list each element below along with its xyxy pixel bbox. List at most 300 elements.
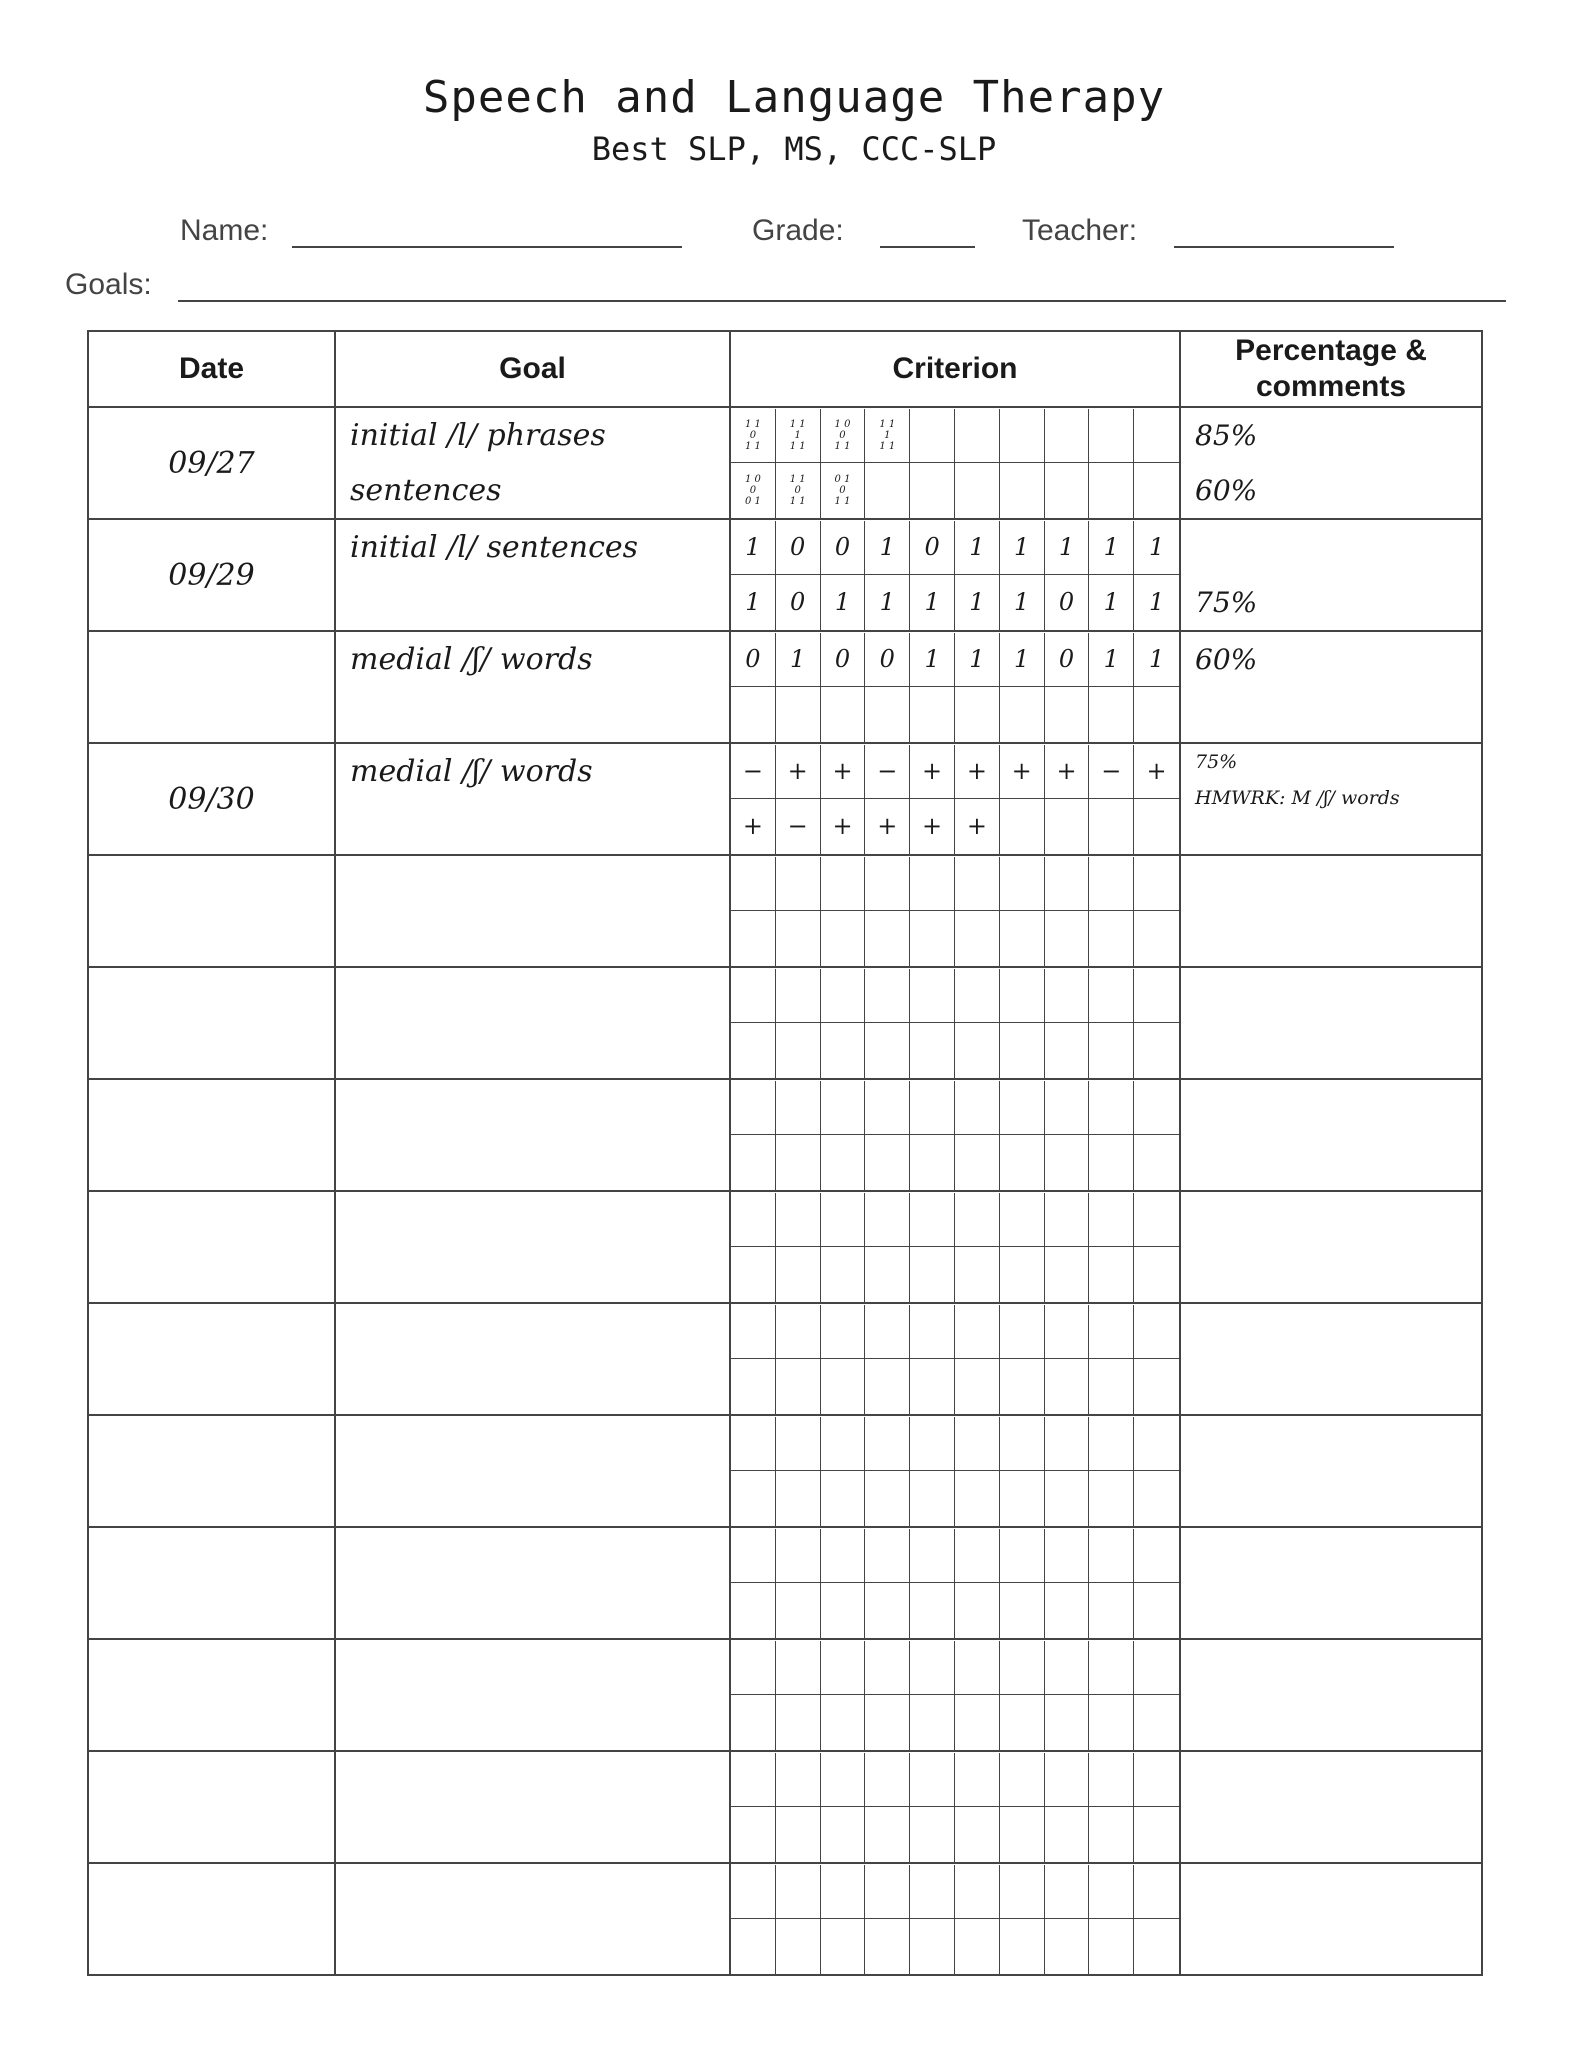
- goal-cell[interactable]: [335, 743, 730, 855]
- teacher-field-line[interactable]: [1174, 246, 1394, 248]
- trial-mark[interactable]: [865, 857, 910, 912]
- trial-mark[interactable]: 1 1 1 1 1: [865, 409, 910, 464]
- percentage-comments-cell[interactable]: [1180, 1527, 1482, 1639]
- trial-mark[interactable]: [776, 1807, 821, 1862]
- trial-mark[interactable]: [821, 911, 866, 966]
- trial-mark[interactable]: 1: [1134, 633, 1179, 688]
- date-cell[interactable]: [88, 1527, 335, 1639]
- trial-mark[interactable]: [955, 911, 1000, 966]
- trial-mark[interactable]: [1000, 1695, 1045, 1750]
- trial-mark[interactable]: [1134, 1135, 1179, 1190]
- percentage-comments-cell[interactable]: [1180, 967, 1482, 1079]
- trial-mark[interactable]: [1000, 911, 1045, 966]
- trial-mark[interactable]: 0: [821, 521, 866, 576]
- trial-mark[interactable]: [1045, 1081, 1090, 1136]
- percentage-comments-cell[interactable]: [1180, 1863, 1482, 1975]
- trial-mark[interactable]: [1134, 1807, 1179, 1862]
- goal-cell[interactable]: [335, 1191, 730, 1303]
- percentage-comments-cell[interactable]: [1180, 743, 1482, 855]
- trial-mark[interactable]: [955, 409, 1000, 464]
- trial-mark[interactable]: [776, 1305, 821, 1360]
- trial-mark[interactable]: [1045, 409, 1090, 464]
- trial-mark[interactable]: [1134, 1865, 1179, 1920]
- trial-mark[interactable]: [1045, 1583, 1090, 1638]
- trial-mark[interactable]: [821, 1807, 866, 1862]
- trial-mark[interactable]: [865, 1135, 910, 1190]
- trial-mark[interactable]: [776, 1247, 821, 1302]
- date-cell[interactable]: [88, 1863, 335, 1975]
- trial-mark[interactable]: [1134, 1305, 1179, 1360]
- trial-mark[interactable]: [1089, 1193, 1134, 1248]
- trial-mark[interactable]: [910, 1023, 955, 1078]
- trial-mark[interactable]: [1000, 1753, 1045, 1808]
- trial-mark[interactable]: [731, 1695, 776, 1750]
- trial-mark[interactable]: 0: [910, 521, 955, 576]
- goal-cell[interactable]: [335, 967, 730, 1079]
- trial-mark[interactable]: [731, 1417, 776, 1472]
- trial-mark[interactable]: [955, 1919, 1000, 1974]
- trial-mark[interactable]: [1000, 969, 1045, 1024]
- trial-mark[interactable]: [776, 687, 821, 742]
- trial-mark[interactable]: +: [955, 745, 1000, 800]
- trial-mark[interactable]: [955, 463, 1000, 518]
- trial-mark[interactable]: 1: [910, 633, 955, 688]
- trial-mark[interactable]: [910, 1919, 955, 1974]
- trial-mark[interactable]: [1134, 799, 1179, 854]
- trial-mark[interactable]: +: [776, 745, 821, 800]
- trial-mark[interactable]: [821, 1081, 866, 1136]
- trial-mark[interactable]: [776, 1753, 821, 1808]
- trial-mark[interactable]: 1: [731, 575, 776, 630]
- trial-mark[interactable]: [865, 1695, 910, 1750]
- trial-mark[interactable]: [955, 1807, 1000, 1862]
- trial-mark[interactable]: [955, 1865, 1000, 1920]
- date-cell[interactable]: [88, 1191, 335, 1303]
- trial-mark[interactable]: [1089, 1417, 1134, 1472]
- trial-mark[interactable]: 0: [731, 633, 776, 688]
- trial-mark[interactable]: 0: [865, 633, 910, 688]
- trial-mark[interactable]: [731, 1807, 776, 1862]
- percentage-comments-cell[interactable]: [1180, 1191, 1482, 1303]
- trial-mark[interactable]: [910, 1865, 955, 1920]
- trial-mark[interactable]: [1134, 463, 1179, 518]
- date-cell[interactable]: [88, 1639, 335, 1751]
- trial-mark[interactable]: [1000, 1247, 1045, 1302]
- trial-mark[interactable]: [910, 969, 955, 1024]
- trial-mark[interactable]: [731, 1919, 776, 1974]
- trial-mark[interactable]: 0 1 0 1 1: [821, 463, 866, 518]
- trial-mark[interactable]: [955, 1471, 1000, 1526]
- goal-cell[interactable]: [335, 407, 730, 519]
- trial-mark[interactable]: [1045, 911, 1090, 966]
- trial-mark[interactable]: [865, 1247, 910, 1302]
- trial-mark[interactable]: [731, 1865, 776, 1920]
- trial-mark[interactable]: 0: [821, 633, 866, 688]
- trial-mark[interactable]: [1045, 1919, 1090, 1974]
- trial-mark[interactable]: 1: [1000, 521, 1045, 576]
- trial-mark[interactable]: [910, 911, 955, 966]
- goal-cell[interactable]: [335, 1639, 730, 1751]
- grade-field-line[interactable]: [880, 246, 975, 248]
- trial-mark[interactable]: 1 1 1 1 1: [776, 409, 821, 464]
- trial-mark[interactable]: [776, 1919, 821, 1974]
- trial-mark[interactable]: [910, 1753, 955, 1808]
- trial-mark[interactable]: 1: [1148, 588, 1165, 617]
- trial-mark[interactable]: [865, 1359, 910, 1414]
- trial-mark[interactable]: [821, 1919, 866, 1974]
- trial-mark[interactable]: [1089, 969, 1134, 1024]
- trial-mark[interactable]: [731, 1753, 776, 1808]
- trial-mark[interactable]: [865, 1417, 910, 1472]
- trial-mark[interactable]: [865, 1641, 910, 1696]
- trial-mark[interactable]: [1089, 1359, 1134, 1414]
- trial-mark[interactable]: [1089, 1583, 1134, 1638]
- trial-mark[interactable]: [1134, 1695, 1179, 1750]
- trial-mark[interactable]: [821, 1529, 866, 1584]
- trial-mark[interactable]: +: [1000, 745, 1045, 800]
- trial-mark[interactable]: [865, 1753, 910, 1808]
- trial-mark[interactable]: [1134, 1919, 1179, 1974]
- trial-mark[interactable]: [1134, 1193, 1179, 1248]
- trial-mark[interactable]: [776, 1471, 821, 1526]
- trial-mark[interactable]: [955, 1023, 1000, 1078]
- trial-mark[interactable]: −: [731, 745, 776, 800]
- trial-mark[interactable]: [1000, 1193, 1045, 1248]
- trial-mark[interactable]: [955, 969, 1000, 1024]
- trial-mark[interactable]: [910, 1135, 955, 1190]
- trial-mark[interactable]: [1045, 1193, 1090, 1248]
- trial-mark[interactable]: 1: [955, 575, 1000, 630]
- trial-mark[interactable]: [1000, 1865, 1045, 1920]
- trial-mark[interactable]: [1089, 463, 1134, 518]
- trial-mark[interactable]: 1: [1000, 633, 1045, 688]
- trial-mark[interactable]: [865, 463, 910, 518]
- trial-mark[interactable]: [1000, 463, 1045, 518]
- trial-mark[interactable]: +: [821, 745, 866, 800]
- trial-mark[interactable]: 1: [955, 633, 1000, 688]
- trial-mark[interactable]: 1: [821, 575, 866, 630]
- trial-mark[interactable]: [910, 1247, 955, 1302]
- trial-mark[interactable]: 0: [1045, 633, 1090, 688]
- trial-mark[interactable]: [1000, 409, 1045, 464]
- trial-mark[interactable]: [821, 1023, 866, 1078]
- trial-mark[interactable]: [1134, 911, 1179, 966]
- trial-mark[interactable]: 0: [776, 521, 821, 576]
- trial-mark[interactable]: [910, 857, 955, 912]
- trial-mark[interactable]: 1: [1089, 575, 1134, 630]
- trial-mark[interactable]: [1134, 1081, 1179, 1136]
- trial-mark[interactable]: [821, 1695, 866, 1750]
- percentage-comments-cell[interactable]: [1180, 631, 1482, 743]
- trial-mark[interactable]: [821, 1193, 866, 1248]
- trial-mark[interactable]: +: [1134, 745, 1179, 800]
- trial-mark[interactable]: [731, 1135, 776, 1190]
- trial-mark[interactable]: [910, 1695, 955, 1750]
- trial-mark[interactable]: [1089, 1865, 1134, 1920]
- trial-mark[interactable]: [776, 1359, 821, 1414]
- trial-mark[interactable]: [776, 911, 821, 966]
- trial-mark[interactable]: [776, 1135, 821, 1190]
- trial-mark[interactable]: [1000, 1081, 1045, 1136]
- trial-mark[interactable]: [1089, 1641, 1134, 1696]
- trial-mark[interactable]: [1134, 1583, 1179, 1638]
- date-cell[interactable]: [88, 1303, 335, 1415]
- trial-mark[interactable]: [1089, 1305, 1134, 1360]
- trial-mark[interactable]: [955, 1305, 1000, 1360]
- trial-mark[interactable]: [955, 1359, 1000, 1414]
- trial-mark[interactable]: [731, 857, 776, 912]
- trial-mark[interactable]: 1: [1089, 633, 1134, 688]
- trial-mark[interactable]: [910, 1359, 955, 1414]
- trial-mark[interactable]: [821, 1247, 866, 1302]
- trial-mark[interactable]: 1: [1000, 575, 1045, 630]
- trial-mark[interactable]: [910, 1081, 955, 1136]
- trial-mark[interactable]: [1000, 1583, 1045, 1638]
- trial-mark[interactable]: 1: [731, 521, 776, 576]
- trial-mark[interactable]: [1089, 1919, 1134, 1974]
- trial-mark[interactable]: [1000, 1023, 1045, 1078]
- trial-mark[interactable]: 1: [1134, 521, 1179, 576]
- trial-mark[interactable]: [1089, 409, 1134, 464]
- trial-mark[interactable]: [1089, 1081, 1134, 1136]
- trial-mark[interactable]: [910, 1305, 955, 1360]
- goal-cell[interactable]: [335, 1527, 730, 1639]
- trial-mark[interactable]: [1089, 911, 1134, 966]
- trial-mark[interactable]: [1089, 1247, 1134, 1302]
- trial-mark[interactable]: [1000, 857, 1045, 912]
- trial-mark[interactable]: [731, 1583, 776, 1638]
- trial-mark[interactable]: [731, 1305, 776, 1360]
- trial-mark[interactable]: [776, 1695, 821, 1750]
- trial-mark[interactable]: [955, 1193, 1000, 1248]
- trial-mark[interactable]: [1134, 1359, 1179, 1414]
- trial-mark[interactable]: [865, 1865, 910, 1920]
- trial-mark[interactable]: [821, 1135, 866, 1190]
- trial-mark[interactable]: [731, 1471, 776, 1526]
- trial-mark[interactable]: [865, 1305, 910, 1360]
- trial-mark[interactable]: 0: [776, 575, 821, 630]
- trial-mark[interactable]: [955, 1753, 1000, 1808]
- trial-mark[interactable]: [821, 857, 866, 912]
- trial-mark[interactable]: [1089, 1135, 1134, 1190]
- trial-mark[interactable]: [776, 1529, 821, 1584]
- percentage-comments-cell[interactable]: [1180, 1079, 1482, 1191]
- trial-mark[interactable]: 1: [1045, 521, 1090, 576]
- trial-mark[interactable]: 1: [865, 521, 910, 576]
- trial-mark[interactable]: [955, 1081, 1000, 1136]
- goal-cell[interactable]: [335, 1863, 730, 1975]
- date-cell[interactable]: [88, 1415, 335, 1527]
- percentage-comments-cell[interactable]: [1180, 407, 1482, 519]
- trial-mark[interactable]: [776, 969, 821, 1024]
- trial-mark[interactable]: [821, 1865, 866, 1920]
- trial-mark[interactable]: 1 1 0 1 1: [731, 409, 776, 464]
- trial-mark[interactable]: [1045, 857, 1090, 912]
- trial-mark[interactable]: [1045, 969, 1090, 1024]
- trial-mark[interactable]: [1045, 1807, 1090, 1862]
- trial-mark[interactable]: [1089, 857, 1134, 912]
- trial-mark[interactable]: [821, 969, 866, 1024]
- trial-mark[interactable]: [865, 1193, 910, 1248]
- trial-mark[interactable]: [1000, 1135, 1045, 1190]
- trial-mark[interactable]: [1000, 1919, 1045, 1974]
- trial-mark[interactable]: [1134, 1023, 1179, 1078]
- trial-mark[interactable]: [1000, 1359, 1045, 1414]
- percentage-comments-cell[interactable]: [1180, 519, 1482, 631]
- trial-mark[interactable]: [1045, 799, 1090, 854]
- trial-mark[interactable]: 1 0 0 0 1: [731, 463, 776, 518]
- trial-mark[interactable]: +: [910, 799, 955, 854]
- goals-field-line[interactable]: [178, 300, 1506, 302]
- trial-mark[interactable]: [910, 1417, 955, 1472]
- trial-mark[interactable]: [1045, 1359, 1090, 1414]
- trial-mark[interactable]: [731, 1023, 776, 1078]
- trial-mark[interactable]: [955, 1695, 1000, 1750]
- date-cell[interactable]: [88, 1751, 335, 1863]
- trial-mark[interactable]: [1045, 1247, 1090, 1302]
- trial-mark[interactable]: [955, 1583, 1000, 1638]
- trial-mark[interactable]: [865, 969, 910, 1024]
- trial-mark[interactable]: −: [776, 799, 821, 854]
- percentage-comments-cell[interactable]: [1180, 1751, 1482, 1863]
- trial-mark[interactable]: [1089, 1529, 1134, 1584]
- trial-mark[interactable]: [1045, 1865, 1090, 1920]
- trial-mark[interactable]: [776, 1865, 821, 1920]
- trial-mark[interactable]: [1045, 687, 1090, 742]
- trial-mark[interactable]: [1000, 799, 1045, 854]
- trial-mark[interactable]: [1000, 1529, 1045, 1584]
- trial-mark[interactable]: [955, 1529, 1000, 1584]
- trial-mark[interactable]: −: [865, 745, 910, 800]
- trial-mark[interactable]: 1 1 0 1 1: [776, 463, 821, 518]
- trial-mark[interactable]: [1000, 1417, 1045, 1472]
- trial-mark[interactable]: [1134, 1417, 1179, 1472]
- trial-mark[interactable]: [1000, 687, 1045, 742]
- trial-mark[interactable]: [1134, 409, 1179, 464]
- trial-mark[interactable]: [1045, 1023, 1090, 1078]
- trial-mark[interactable]: [865, 1471, 910, 1526]
- trial-mark[interactable]: [955, 1247, 1000, 1302]
- trial-mark[interactable]: [1134, 687, 1179, 742]
- trial-mark[interactable]: +: [1045, 745, 1090, 800]
- date-cell[interactable]: 09/29: [88, 519, 335, 631]
- percentage-comments-cell[interactable]: [1180, 1415, 1482, 1527]
- trial-mark[interactable]: [776, 1583, 821, 1638]
- trial-mark[interactable]: [865, 1583, 910, 1638]
- goal-cell[interactable]: [335, 855, 730, 967]
- trial-mark[interactable]: [1134, 857, 1179, 912]
- trial-mark[interactable]: [731, 1081, 776, 1136]
- trial-mark[interactable]: [731, 1359, 776, 1414]
- trial-mark[interactable]: [776, 1417, 821, 1472]
- trial-mark[interactable]: 1: [776, 633, 821, 688]
- goal-cell[interactable]: [335, 1079, 730, 1191]
- trial-mark[interactable]: [731, 969, 776, 1024]
- trial-mark[interactable]: [1089, 1807, 1134, 1862]
- trial-mark[interactable]: [910, 1807, 955, 1862]
- trial-mark[interactable]: [776, 1641, 821, 1696]
- trial-mark[interactable]: [1089, 1471, 1134, 1526]
- trial-mark[interactable]: [1045, 1471, 1090, 1526]
- trial-mark[interactable]: +: [910, 745, 955, 800]
- trial-mark[interactable]: [955, 687, 1000, 742]
- trial-mark[interactable]: [1134, 1529, 1179, 1584]
- goal-cell[interactable]: [335, 631, 730, 743]
- trial-mark[interactable]: [1045, 463, 1090, 518]
- trial-mark[interactable]: [910, 1529, 955, 1584]
- trial-mark[interactable]: [865, 1529, 910, 1584]
- trial-mark[interactable]: [1045, 1753, 1090, 1808]
- goal-cell[interactable]: [335, 519, 730, 631]
- trial-mark[interactable]: [910, 463, 955, 518]
- trial-mark[interactable]: [865, 911, 910, 966]
- trial-mark[interactable]: [1089, 687, 1134, 742]
- trial-mark[interactable]: [955, 857, 1000, 912]
- date-cell[interactable]: [88, 855, 335, 967]
- trial-mark[interactable]: +: [865, 799, 910, 854]
- trial-mark[interactable]: [776, 857, 821, 912]
- trial-mark[interactable]: [1134, 1753, 1179, 1808]
- goal-cell[interactable]: [335, 1415, 730, 1527]
- trial-mark[interactable]: [1000, 1471, 1045, 1526]
- trial-mark[interactable]: [731, 1529, 776, 1584]
- trial-mark[interactable]: [1089, 1753, 1134, 1808]
- trial-mark[interactable]: 1: [1089, 521, 1134, 576]
- trial-mark[interactable]: [821, 1305, 866, 1360]
- trial-mark[interactable]: [776, 1193, 821, 1248]
- trial-mark[interactable]: [1000, 1305, 1045, 1360]
- trial-mark[interactable]: 1: [910, 575, 955, 630]
- trial-mark[interactable]: [910, 1641, 955, 1696]
- trial-mark[interactable]: −: [1089, 745, 1134, 800]
- trial-mark[interactable]: [865, 1807, 910, 1862]
- trial-mark[interactable]: [776, 1081, 821, 1136]
- trial-mark[interactable]: [821, 1359, 866, 1414]
- trial-mark[interactable]: [1000, 1641, 1045, 1696]
- trial-mark[interactable]: [1089, 1023, 1134, 1078]
- trial-mark[interactable]: [865, 1081, 910, 1136]
- trial-mark[interactable]: [955, 1135, 1000, 1190]
- trial-mark[interactable]: [1134, 1247, 1179, 1302]
- trial-mark[interactable]: [955, 1641, 1000, 1696]
- trial-mark[interactable]: [1045, 1135, 1090, 1190]
- date-cell[interactable]: [88, 631, 335, 743]
- trial-mark[interactable]: [731, 1641, 776, 1696]
- percentage-comments-cell[interactable]: [1180, 855, 1482, 967]
- date-cell[interactable]: 09/27: [88, 407, 335, 519]
- date-cell[interactable]: 09/30: [88, 743, 335, 855]
- trial-mark[interactable]: [731, 1193, 776, 1248]
- goal-cell[interactable]: [335, 1303, 730, 1415]
- trial-mark[interactable]: [1045, 1417, 1090, 1472]
- trial-mark[interactable]: [1134, 1471, 1179, 1526]
- trial-mark[interactable]: [1134, 969, 1179, 1024]
- trial-mark[interactable]: 1: [955, 521, 1000, 576]
- trial-mark[interactable]: [821, 1471, 866, 1526]
- trial-mark[interactable]: 1: [865, 575, 910, 630]
- trial-mark[interactable]: [1045, 1695, 1090, 1750]
- trial-mark[interactable]: [731, 1247, 776, 1302]
- trial-mark[interactable]: [821, 1753, 866, 1808]
- trial-mark[interactable]: [731, 687, 776, 742]
- trial-mark[interactable]: [865, 1919, 910, 1974]
- trial-mark[interactable]: +: [955, 799, 1000, 854]
- trial-mark[interactable]: [910, 1193, 955, 1248]
- trial-mark[interactable]: 0: [1045, 575, 1090, 630]
- trial-mark[interactable]: [1000, 1807, 1045, 1862]
- trial-mark[interactable]: [776, 1023, 821, 1078]
- percentage-comments-cell[interactable]: [1180, 1639, 1482, 1751]
